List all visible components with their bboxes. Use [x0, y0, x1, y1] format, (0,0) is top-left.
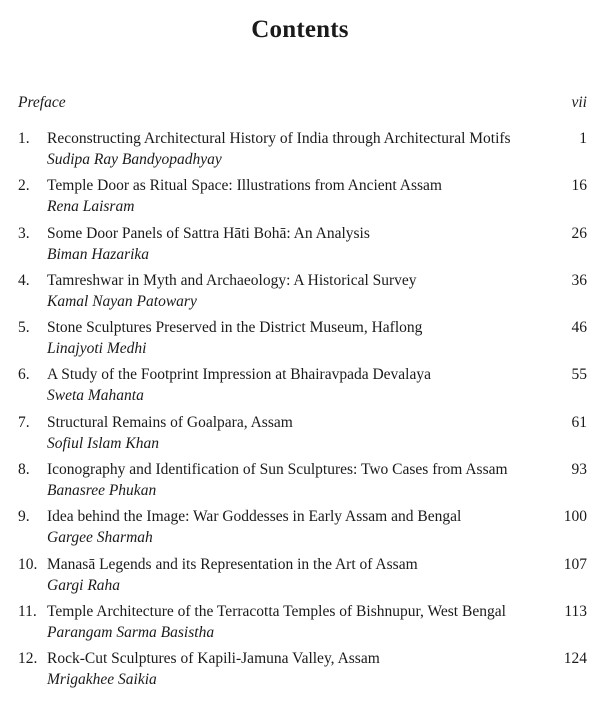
entry-title: Structural Remains of Goalpara, Assam [47, 413, 293, 431]
entry-author: Sweta Mahanta [47, 387, 144, 405]
contents-entry [0, 366, 600, 413]
entry-page-number: 36 [571, 271, 587, 289]
entry-number: 5. [18, 319, 30, 337]
entry-number: 2. [18, 177, 30, 195]
entry-author: Rena Laisram [47, 198, 135, 216]
entry-page-number: 46 [571, 319, 587, 337]
entry-page-number: 55 [571, 366, 587, 384]
entry-title: A Study of the Footprint Impression at Bhairavpada Devalaya [47, 366, 431, 384]
entry-title: Rock-Cut Sculptures of Kapili-Jamuna Valley, Assam [47, 650, 380, 668]
entry-author: Gargi Raha [47, 576, 121, 594]
entry-author: Parangam Sarma Basistha [47, 623, 215, 641]
page-title: Contents [251, 16, 349, 43]
entry-page-number: 26 [571, 224, 587, 242]
entry-page-number: 16 [571, 177, 587, 195]
contents-entry [0, 556, 600, 603]
preface-page-number: vii [571, 94, 587, 111]
entry-title: Some Door Panels of Sattra Hāti Bohā: An Analysis [47, 224, 370, 242]
entry-number: 9. [18, 508, 30, 526]
contents-entry [0, 225, 600, 272]
entry-page-number: 124 [563, 650, 587, 668]
contents-entry [0, 650, 600, 697]
preface-label: Preface [18, 94, 66, 111]
contents-entry [0, 414, 600, 461]
entry-number: 10. [18, 555, 38, 573]
entry-title: Stone Sculptures Preserved in the District Museum, Haflong [47, 319, 423, 337]
entry-page-number: 1 [579, 130, 587, 147]
entry-page-number: 113 [564, 602, 587, 620]
entry-author: Banasree Phukan [47, 482, 157, 500]
entry-author: Mrigakhee Saikia [47, 671, 157, 689]
entry-page-number: 93 [571, 461, 587, 479]
entry-number: 4. [18, 271, 30, 289]
contents-entry [0, 461, 600, 508]
entry-number: 11. [18, 602, 37, 620]
entry-author: Sofiul Islam Khan [47, 434, 159, 452]
entry-author: Kamal Nayan Patowary [47, 292, 197, 310]
entry-title: Temple Door as Ritual Space: Illustrations from Ancient Assam [47, 177, 442, 195]
entry-title: Iconography and Identification of Sun Sculptures: Two Cases from Assam [47, 461, 508, 479]
entry-page-number: 61 [571, 413, 587, 431]
entry-number: 12. [18, 650, 38, 668]
preface-row [18, 94, 587, 114]
entry-number: 3. [18, 224, 30, 242]
entry-author: Linajyoti Medhi [47, 340, 147, 358]
entry-number: 7. [18, 413, 30, 431]
contents-entry [0, 272, 600, 319]
entry-number: 1. [18, 130, 30, 147]
entry-title: Tamreshwar in Myth and Archaeology: A Historical Survey [47, 271, 417, 289]
entry-author: Sudipa Ray Bandyopadhyay [47, 151, 222, 168]
contents-entry [0, 508, 600, 555]
entry-author: Biman Hazarika [47, 245, 150, 263]
entry-title: Reconstructing Architectural History of India through Architectural Motifs [47, 130, 511, 147]
contents-entry [0, 603, 600, 650]
entry-author: Gargee Sharmah [47, 529, 153, 547]
entry-number: 8. [18, 461, 30, 479]
entry-page-number: 107 [563, 555, 587, 573]
contents-entry [0, 319, 600, 366]
entry-page-number: 100 [563, 508, 587, 526]
contents-entry [0, 130, 600, 177]
entry-title: Temple Architecture of the Terracotta Temples of Bishnupur, West Bengal [47, 602, 506, 620]
entry-title: Manasā Legends and its Representation in the Art of Assam [47, 555, 418, 573]
entry-number: 6. [18, 366, 30, 384]
entry-title: Idea behind the Image: War Goddesses in Early Assam and Bengal [47, 508, 462, 526]
contents-list [0, 130, 600, 698]
contents-entry [0, 177, 600, 224]
